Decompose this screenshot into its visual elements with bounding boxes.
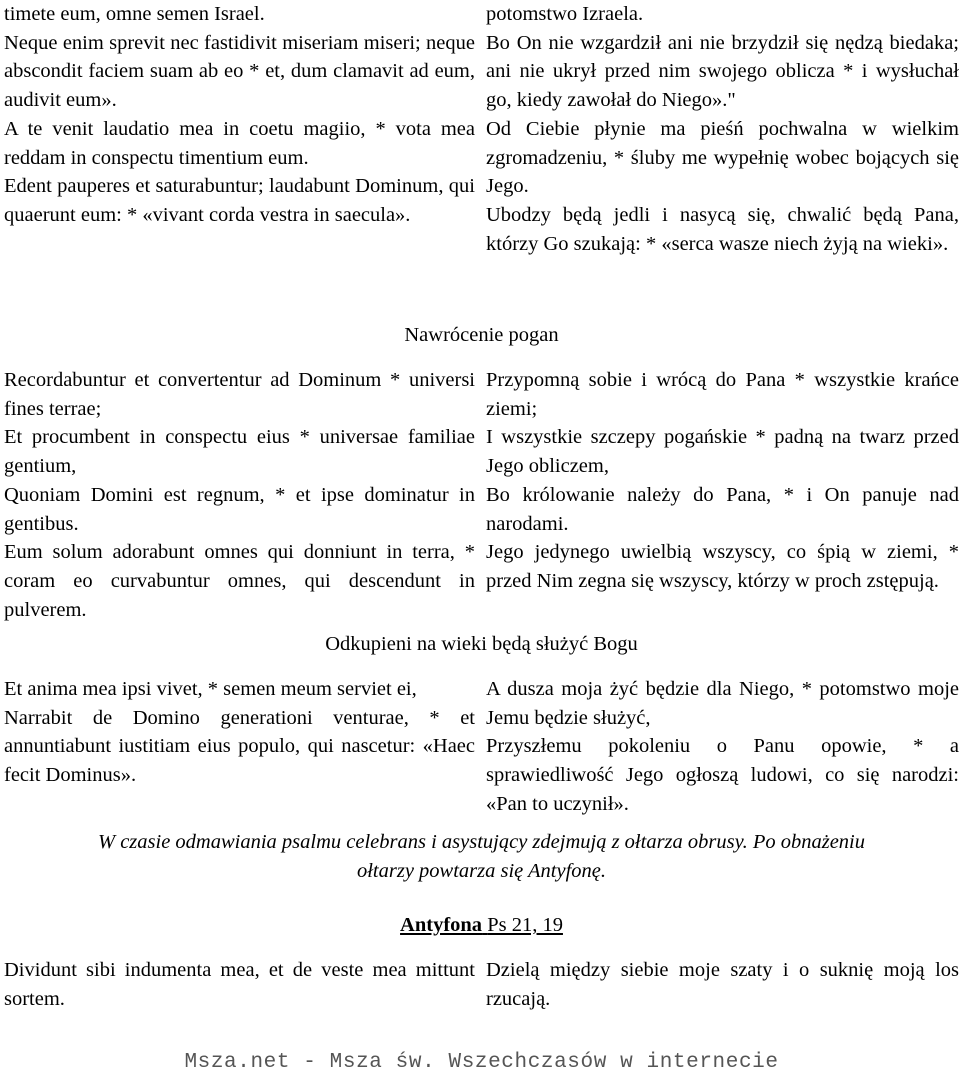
- latin-verse: Et anima mea ipsi vivet, * semen meum serviet ei,: [4, 678, 417, 700]
- latin-column-antiphon: [4, 956, 475, 1013]
- latin-column-section1: [4, 0, 475, 230]
- latin-verse: Quoniam Domini est regnum, * et ipse dominatur in gentibus.: [4, 483, 475, 535]
- latin-verse: Dividunt sibi indumenta mea, et de veste mea mittunt sortem.: [4, 959, 475, 1010]
- polish-verse: Ubodzy będą jedli i nasycą się, chwalić będą Pana, którzy Go szukają: * «serca wasze niech żyją na wieki».: [486, 203, 959, 255]
- polish-column-section3: [486, 675, 959, 819]
- polish-verse: Bo królowanie należy do Pana, * i On panuje nad narodami.: [486, 483, 959, 535]
- polish-verse: Od Ciebie płynie ma pieśń pochwalna w wielkim zgromadzeniu, * śluby me wypełnię wobec bojących się Jego.: [486, 117, 959, 198]
- page-footer: Msza.net - Msza św. Wszechczasów w internecie: [184, 1051, 779, 1074]
- latin-verse: Narrabit de Domino generationi venturae, * et annuntiabunt iustitiam eius populo, qui nascetur: «Haec fecit Dominus».: [4, 706, 475, 787]
- latin-verse: Et procumbent in conspectu eius * universae familiae gentium,: [4, 426, 475, 478]
- latin-column-section2: [4, 366, 475, 624]
- polish-column-antiphon: [486, 956, 959, 1013]
- rubric-line: ołtarzy powtarza się Antyfonę.: [356, 859, 607, 882]
- rubric-line: W czasie odmawiania psalmu celebrans i asystujący zdejmują z ołtarza obrusy. Po obnażeniu: [98, 831, 865, 853]
- polish-verse: Bo On nie wzgardził ani nie brzydził się nędzą biedaka; ani nie ukrył przed nim swojego oblicza * i wysłuchał go, kiedy zawołał do Niego».": [486, 31, 959, 112]
- latin-verse: Eum solum adorabunt omnes qui donniunt in terra, * coram eo curvabuntur omnes, qui descendunt in pulverem.: [4, 541, 475, 621]
- polish-verse: A dusza moja żyć będzie dla Niego, * potomstwo moje Jemu będzie służyć,: [486, 678, 959, 729]
- antiphon-reference: Ps 21, 19: [487, 914, 563, 936]
- document-page: [4, 0, 959, 1078]
- polish-column-section2: [486, 366, 959, 596]
- polish-verse: I wszystkie szczepy pogańskie * padną na twarz przed Jego obliczem,: [486, 426, 959, 478]
- rubric-instruction: [4, 828, 959, 885]
- polish-verse: Dzielą między siebie moje szaty i o suknię moją los rzucają.: [486, 959, 959, 1010]
- polish-verse: potomstwo Izraela.: [486, 3, 644, 25]
- latin-verse: Recordabuntur et convertentur ad Dominum * universi fines terrae;: [4, 369, 475, 420]
- latin-verse: A te venit laudatio mea in coetu magiio, * vota mea reddam in conspectu timentium eum.: [4, 117, 475, 169]
- latin-verse: Edent pauperes et saturabuntur; laudabunt Dominum, qui quaerunt eum: * «vivant corda vestra in saecula».: [4, 175, 475, 226]
- polish-verse: Przyszłemu pokoleniu o Panu opowie, * a sprawiedliwość Jego ogłoszą ludowi, co się narodzi: «Pan to uczynił».: [486, 735, 959, 815]
- polish-verse: Jego jedynego uwielbią wszyscy, co śpią w ziemi, * przed Nim zegna się wszyscy, którzy w proch zstępują.: [486, 541, 959, 592]
- section-heading: Odkupieni na wieki będą służyć Bogu: [325, 633, 638, 655]
- antiphon-heading: [4, 911, 959, 940]
- polish-column-section1: [486, 0, 959, 258]
- polish-verse: Przypomną sobie i wrócą do Pana * wszystkie krańce ziemi;: [486, 369, 959, 420]
- latin-verse: Neque enim sprevit nec fastidivit miseriam miseri; neque abscondit faciem suam ab eo * et, dum clamavit ad eum, audivit eum».: [4, 31, 475, 112]
- antiphon-label: Antyfona: [400, 914, 483, 936]
- latin-verse: timete eum, omne semen Israel.: [4, 3, 265, 25]
- latin-column-section3: [4, 675, 475, 790]
- section-heading: Nawrócenie pogan: [404, 324, 559, 346]
